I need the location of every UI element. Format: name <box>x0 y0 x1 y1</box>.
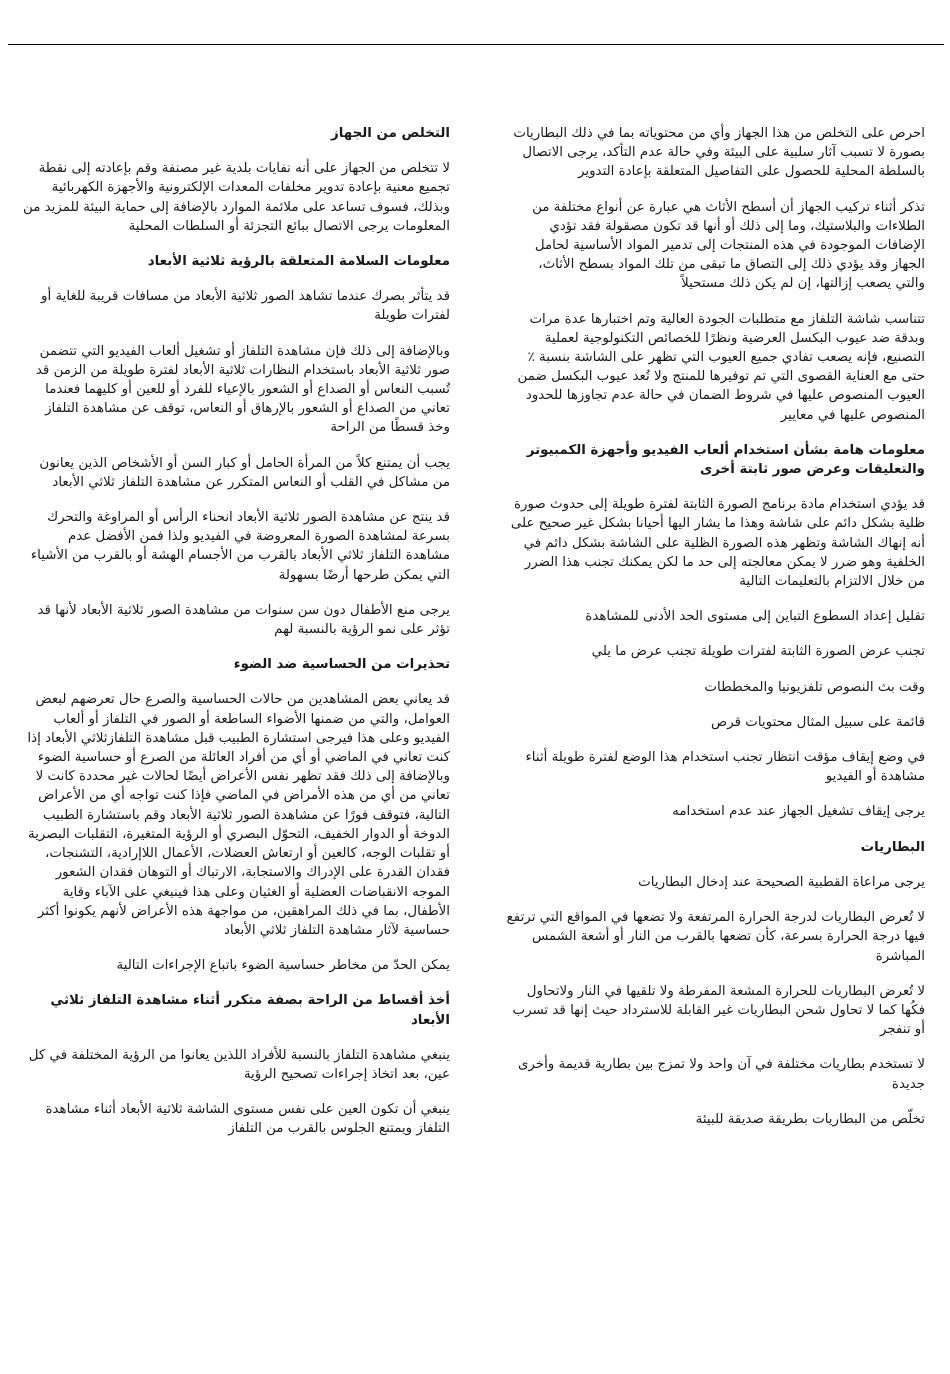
paragraph: لا تُعرض البطاريات للحرارة المشعة المفرطة ولا تلقيها في النار ولاتحاول فكُها كما لا تحاول شحن البطاريات غير القابلة للاسترداد حيث إنها قد تسرب أو تنفجر <box>512 983 925 1038</box>
paragraph: يرجى مراعاة القطبية الصحيحة عند إدخال البطاريات <box>638 874 925 890</box>
section-heading: تحذيرات من الحساسية ضد الضوء <box>233 657 450 673</box>
paragraph: يرجى إيقاف تشغيل الجهاز عند عدم استخدامه <box>672 804 925 820</box>
header-rule <box>8 44 944 45</box>
section-heading: معلومات هامة بشأن استخدام ألعاب الفيديو وأجهزة الكمبيوتر والتعليقات وعرض صور ثابتة أخرى <box>526 442 925 478</box>
section-heading: أخذ أقساط من الراحة بصفة متكرر أثناء مشاهدة التلفاز ثلاثي الأبعاد <box>50 993 450 1028</box>
right-column <box>505 124 925 1145</box>
paragraph: تخلّص من البطاريات بطريقة صديقة للبيئة <box>695 1111 925 1127</box>
paragraph: يجب أن يمتنع كلاً من المرأة الحامل أو كبار السن أو الأشخاص الذين يعانون من مشاكل في القلب أو النعاس المتكرر عن مشاهدة التلفاز ثلاثي الأبعاد <box>39 455 450 490</box>
paragraph: يرجى منع الأطفال دون سن سنوات من مشاهدة الصور ثلاثية الأبعاد لأنها قد تؤثر على نمو الرؤية بالنسبة لهم <box>37 602 450 638</box>
paragraph: ينبغي أن تكون العين على نفس مستوى الشاشة ثلاثية الأبعاد أثناء مشاهدة التلفاز ويمتنع الجلوس بالقرب من التلفاز <box>45 1102 450 1137</box>
paragraph: تقليل إعداد السطوع التباين إلى مستوى الحد الأدنى للمشاهدة <box>585 609 925 625</box>
section-heading: معلومات السلامة المتعلقة بالرؤية ثلاثية الأبعاد <box>147 254 450 270</box>
paragraph: قد يعاني بعض المشاهدين من حالات الحساسية والصرع حال تعرضهم لبعض العوامل، والتي من ضمنها الأضواء الساطعة أو الصور في التلفاز أو ألعاب الفيديو وعلى هذا فيرجى استشارة الطبيب قبل مشاهدة التلفازثلاثي الأبعاد إذا كنت تعاني في الماضي أو أي من أفراد العائلة من الصرع أو حساسية الضوء وبالإضافة إلى ذلك فقد تظهر نفس الأعراض أيضًا لحالات غير محددة كانت لا تعاني من أي من هذه الأمراض في الماضي فإذا كنت تواجه أي من الأعراض التالية، فتوقف فورًا عن مشاهدة الصور ثلاثية الأبعاد وقم باستشارة الطبيب الدوخة أو الدوار الخفيف، التحوّل البصري أو الرؤية المتغيرة، التقلبات البصرية أو تقلبات الوجه، كالعين أو ارتعاش العضلات، الأعمال اللاإرادية، التشنجات، فقدان القدرة على الإدراك والاستجابة، الارتباك أو التوهان فقدان الشعور الموجه الانقباضات العضلية أو الغثيان وعلى هذا فينبغي على الآباء وقاية الأطفال، بما في ذلك المراهقين، من مواجهة هذه الأعراض لأنهم يكونوا أكثر حساسية لآثار مشاهدة التلفاز ثلاثي الأبعاد <box>27 692 450 938</box>
paragraph: قد ينتج عن مشاهدة الصور ثلاثية الأبعاد انحناء الرأس أو المراوغة والتحرك بسرعة لمشاهدة الصورة المعروضة في الفيديو ولذا فمن الأفضل عدم مشاهدة التلفاز ثلاثي الأبعاد بالقرب من الأجسام الهشة أو بالقرب من الأشياء التي يمكن طرحها أرضًا بسهولة <box>30 510 450 583</box>
paragraph: وبالإضافة إلى ذلك فإن مشاهدة التلفاز أو تشغيل ألعاب الفيديو التي تتضمن صور ثلاثية الأبعاد باستخدام النظارات ثلاثية الأبعاد لفترة طويلة من الزمن قد تُسبب النعاس أو الصداع أو الشعور بالإعياء للفرد أو للعين أو كليهما فعندما تعاني من الصداع أو الشعور بالإرهاق أو النعاس، توقف عن مشاهدة التلفاز وخذ قسطًا من الراحة <box>35 343 450 436</box>
paragraph: يمكن الحدّ من مخاطر حساسية الضوء باتباع الإجراءات التالية <box>116 958 450 974</box>
paragraph: لا تُعرض البطاريات لدرجة الحرارة المرتفعة ولا تضعها في المواقع التي ترتفع فيها درجة الحرارة بسرعة، كأن تضعها بالقرب من النار أو أشعة الشمس المباشرة <box>506 910 925 964</box>
section-heading: التخلص من الجهاز <box>331 126 450 141</box>
paragraph: لا تتخلص من الجهاز على أنه نفايات بلدية غير مصنفة وقم بإعادته إلى نقطة تجميع معنية بإعادة تدوير مخلفات المعدات الإلكترونية والأجهزة الكهربائية وبذلك، فسوف تساعد على ملائمة الموارد بالإضافة إلى حماية البيئة للمزيد من المعلومات يرجى الاتصال ببائع التجزئة أو السلطات المحلية <box>23 161 450 234</box>
paragraph: تتناسب شاشة التلفاز مع متطلبات الجودة العالية وتم اختبارها عدة مرات وبدقة ضد عيوب البكسل العرضية ونظرًا للخصائص التكنولوجية لعملية التصنيع، فإنه يصعب تفادي جميع العيوب التي تظهر على الشاشة بنسبة ٪ حتى مع العناية القصوى التي تم توفيرها للمنتج ولا تُعد عيوب البكسل ضمن العيوب المنصوص عليها في شروط الضمان في حالة عدم تجاوزها للحدود المنصوص عليها في معايير <box>517 311 925 423</box>
section-heading: البطاريات <box>860 839 925 855</box>
paragraph: وقت بث النصوص تلفزيونيا والمخططات <box>704 679 925 695</box>
left-column <box>22 124 450 1155</box>
paragraph: لا تستخدم بطاريات مختلفة في آن واحد ولا تمزج بين بطارية قديمة وأخرى جديدة <box>517 1057 925 1092</box>
paragraph: احرص على التخلص من هذا الجهاز وأي من محتوياته بما في ذلك البطاريات بصورة لا تسبب آثار سلبية على البيئة وفي حالة عدم التأكد، يرجى الاتصال بالسلطة المحلية للحصول على التفاصيل المتعلقة بإعادة التدوير <box>513 126 925 180</box>
paragraph: في وضع إيقاف مؤقت انتظار تجنب استخدام هذا الوضع لفترة طويلة أثناء مشاهدة أو الفيديو <box>525 750 925 785</box>
paragraph: قد يؤدي استخدام مادة برنامج الصورة الثابتة لفترة طويلة إلى حدوث صورة ظلية بشكل دائم على شاشة وهذا ما يشار اليها أحيانا بشكل غير صحيح على أنه إنهاك الشاشة وتظهر هذه الصورة الظلية على الشاشة بشكل دائم في الخلفية وهو ضرر لا يمكن معالجته إلى حد ما لكن يمكنك تجنب هذا الضرر من خلال الالتزام بالتعليمات التالية <box>510 497 925 590</box>
paragraph: تذكر أثناء تركيب الجهاز أن أسطح الأثاث هي عبارة عن أنواع مختلفة من الطلاءات والبلاستيك، وما إلى ذلك أو أنها قد تكون مصقولة فقد تؤدي الإضافات الموجودة في هذه المنتجات إلى تدمير المواد الأساسية لحامل الجهاز وقد يؤدي ذلك إلى التصاق ما تبقى من تلك المواد بسطح الأثاث، والتي يصعب إزالتها، إن لم يكن ذلك مستحيلاً <box>532 199 925 292</box>
paragraph: قائمة على سبيل المثال محتويات قرص <box>711 714 925 730</box>
paragraph: تجنب عرض الصورة الثابتة لفترات طويلة تجنب عرض ما يلي <box>591 644 925 660</box>
paragraph: ينبغي مشاهدة التلفاز بالنسبة للأفراد اللذين يعانوا من الرؤية المختلفة في كل عين، بعد اتخاذ إجراءات تصحيح الرؤية <box>28 1047 450 1082</box>
paragraph: قد يتأثر بصرك عندما تشاهد الصور ثلاثية الأبعاد من مسافات قريبة للغاية أو لفترات طويلة <box>41 289 450 324</box>
